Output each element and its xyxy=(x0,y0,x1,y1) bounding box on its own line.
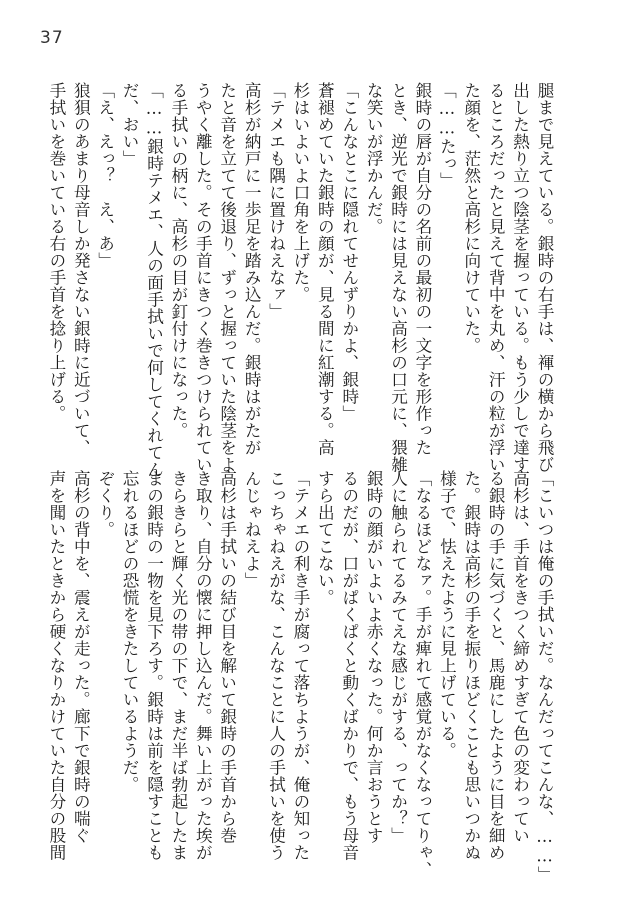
text-line: すら出てこない。 xyxy=(315,470,335,606)
text-line: 「なるほどなァ。手が痺れて感覚がなくなってりゃ、 xyxy=(412,470,432,878)
text-block-bottom xyxy=(46,470,556,883)
text-line: 手拭いを巻いている右の手首を捻り上げる。 xyxy=(46,82,66,422)
text-line: 「テメエも隅に置けねえなァ」 xyxy=(266,82,286,320)
text-line: 声を聞いたときから硬くなりかけていた自分の股間 xyxy=(46,470,66,861)
text-line: 銀時の唇が自分の名前の最初の一文字を形作った xyxy=(412,82,432,456)
text-line: 銀時の顔がいよいよ赤くなった。何か言おうとす xyxy=(364,470,384,844)
text-line: 蒼褪めていた銀時の顔が、見る間に紅潮する。高 xyxy=(315,82,335,456)
text-line: だ、おい」 xyxy=(120,82,140,167)
text-line: た。銀時は高杉の手を振りほどくことも思いつかぬ xyxy=(461,470,481,861)
text-line: 腿まで見えている。銀時の右手は、褌の横から飛び xyxy=(535,82,554,473)
text-line: たと音を立てて後退り、ずっと握っていた陰茎をよ xyxy=(217,82,237,473)
text-line: きらきらと輝く光の帯の下で、まだ半ば勃起したま xyxy=(168,470,188,861)
text-line: 狼狽のあまり母音しか発さない銀時に近づいて、 xyxy=(71,82,91,456)
text-line: とき、逆光で銀時には見えない高杉の口元に、猥雑 xyxy=(388,82,408,473)
text-line: 「こいつは俺の手拭いだ。なんだってこんな、……」 xyxy=(535,470,554,883)
text-line: 高杉が納戸に一歩足を踏み込んだ。銀時はがたが xyxy=(242,82,262,456)
text-line: 様子で、怯えたように見上げている。 xyxy=(437,470,457,759)
text-line: 「え、えっ？ え、あ」 xyxy=(95,82,115,269)
text-line: 「こんなとこに隠れてせんずりかよ、銀時」 xyxy=(339,82,359,422)
text-line: 忘れるほどの恐慌をきたしているようだ。 xyxy=(120,470,140,793)
text-line: 出した熱り立つ陰茎を握っている。もう少しで達す xyxy=(510,82,530,473)
text-line: 「テメエの利き手が腐って落ちようが、俺の知った xyxy=(290,470,310,861)
text-line: うやく離した。その手首にきつく巻きつけられてい xyxy=(193,82,213,473)
text-line: 高杉は手拭いの結び目を解いて銀時の手首から巻 xyxy=(217,470,237,844)
text-line: るのだが、口がぱくぱくと動くばかりで、もう母音 xyxy=(339,470,359,861)
page-number: 37 xyxy=(40,28,64,48)
text-line: まの銀時の一物を見下ろす。銀時は前を隠すことも xyxy=(144,470,164,861)
text-line: 高杉の背中を、震えが走った。廊下で銀時の喘ぐ xyxy=(71,470,91,844)
text-line: 杉はいよいよ口角を上げた。 xyxy=(290,82,310,303)
text-line: るところだったと見えて背中を丸め、汗の粒が浮い xyxy=(486,82,506,473)
text-line: た顔を、茫然と高杉に向けていた。 xyxy=(461,82,481,354)
text-line: ぞくり。 xyxy=(95,470,115,538)
text-line: き取り、自分の懐に押し込んだ。舞い上がった埃が xyxy=(193,470,213,861)
text-line: 高杉は、手首をきつく締めすぎて色の変わってい xyxy=(510,470,530,844)
text-line: な笑いが浮かんだ。 xyxy=(364,82,384,235)
text-line: る銀時の手に気づくと、馬鹿にしたように目を細め xyxy=(486,470,506,861)
text-line: 「……たっ」 xyxy=(437,82,457,189)
text-line: 「……銀時テメエ、人の面手拭いで何してくれてん xyxy=(144,82,164,478)
text-line: 人に触られてるみてえな感じがする、ってか？」 xyxy=(388,470,408,844)
text-block-top xyxy=(46,82,556,478)
text-line: んじゃねえよ」 xyxy=(242,470,262,589)
text-line: こっちゃねえがな、こんなことに人の手拭いを使う xyxy=(266,470,286,861)
text-line: る手拭いの柄に、高杉の目が釘付けになった。 xyxy=(168,82,188,439)
